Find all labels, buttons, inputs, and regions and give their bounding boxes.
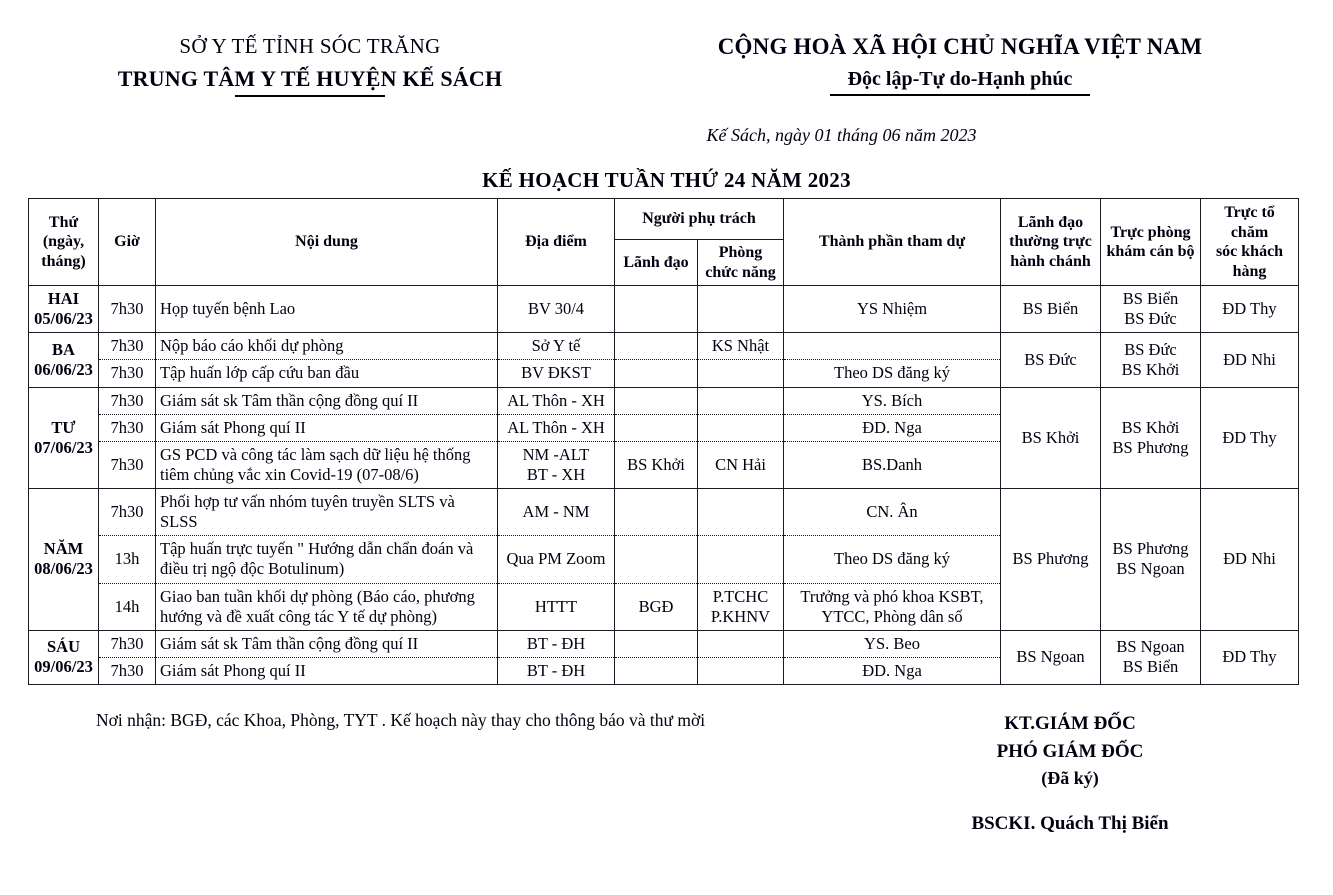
day-date: 09/06/23 <box>34 657 93 677</box>
cell-duty-clinic <box>1101 286 1201 333</box>
cell-participants: ĐD. Nga <box>784 414 1001 441</box>
cell-participants-line2: YTCC, Phòng dân số <box>821 606 963 626</box>
cell-participants: BS.Danh <box>784 441 1001 488</box>
cell-duty-admin: BS Khởi <box>1001 387 1101 489</box>
table-row <box>29 489 1299 536</box>
signed-marker: (Đã ký) <box>1041 768 1099 789</box>
cell-duty-care: ĐD Thy <box>1201 387 1299 489</box>
cell-participants-line1: Trưởng và phó khoa KSBT, <box>800 586 984 606</box>
cell-incharge-dept: CN Hải <box>698 441 784 488</box>
signer-name: BSCKI. Quách Thị Biển <box>971 813 1169 835</box>
cell-incharge-dept-line1: P.TCHC <box>712 586 769 606</box>
cell-content: Giám sát sk Tâm thần cộng đồng quí II <box>156 387 498 414</box>
cell-time: 7h30 <box>99 441 156 488</box>
cell-duty-admin: BS Phương <box>1001 489 1101 631</box>
cell-duty-clinic <box>1101 387 1201 489</box>
cell-participants: YS Nhiệm <box>784 286 1001 333</box>
cell-incharge-dept <box>698 414 784 441</box>
day-date: 06/06/23 <box>34 359 93 379</box>
weekly-plan-table-wrapper <box>28 198 1298 685</box>
cell-incharge-leader: BS Khởi <box>615 441 698 488</box>
duty-clinic-line1: BS Khởi <box>1121 417 1180 437</box>
cell-duty-clinic <box>1101 489 1201 631</box>
cell-incharge-leader: BGĐ <box>615 583 698 630</box>
cell-time: 7h30 <box>99 387 156 414</box>
cell-place: HTTT <box>498 583 615 630</box>
cell-duty-clinic <box>1101 630 1201 684</box>
cell-incharge-leader <box>615 489 698 536</box>
cell-place: Sở Y tế <box>498 333 615 360</box>
table-header-row-1 <box>29 199 1299 240</box>
recipients-note: Nơi nhận: BGĐ, các Khoa, Phòng, TYT . Kế hoạch này thay cho thông báo và thư mời <box>96 710 706 730</box>
cell-day <box>29 630 99 684</box>
cell-content <box>156 536 498 583</box>
cell-content-line2: hướng và đề xuất công tác Y tế dự phòng) <box>160 606 437 626</box>
cell-duty-care: ĐD Thy <box>1201 630 1299 684</box>
country-name: CỘNG HOÀ XÃ HỘI CHỦ NGHĨA VIỆT NAM <box>717 34 1203 59</box>
signer-title-line1: KT.GIÁM ĐỐC <box>1004 713 1136 734</box>
cell-place: BT - ĐH <box>498 657 615 684</box>
duty-clinic-line1: BS Phương <box>1112 539 1189 559</box>
cell-place-line1: NM -ALT <box>522 444 590 464</box>
duty-clinic-line1: BS Biển <box>1122 289 1179 309</box>
signature-block <box>905 710 1235 835</box>
cell-participants: Theo DS đăng ký <box>784 360 1001 387</box>
cell-incharge-dept <box>698 657 784 684</box>
table-row <box>29 387 1299 414</box>
col-header-duty-clinic-line2: khám cán bộ <box>1106 243 1195 261</box>
cell-duty-care: ĐD Nhi <box>1201 489 1299 631</box>
cell-place: BV ĐKST <box>498 360 615 387</box>
cell-duty-clinic <box>1101 333 1201 387</box>
day-date: 07/06/23 <box>34 437 93 457</box>
cell-day <box>29 387 99 489</box>
col-header-duty-clinic-line1: Trực phòng <box>1110 223 1191 241</box>
cell-incharge-dept <box>698 536 784 583</box>
cell-content-line2: tiêm chủng vắc xin Covid-19 (07-08/6) <box>160 464 419 484</box>
cell-place: AL Thôn - XH <box>498 414 615 441</box>
col-header-incharge-dept-line1: Phòng <box>718 244 763 261</box>
cell-content: Giám sát Phong quí II <box>156 414 498 441</box>
weekly-plan-table <box>28 198 1299 685</box>
cell-incharge-dept <box>698 489 784 536</box>
cell-day <box>29 489 99 631</box>
cell-content-line1: GS PCD và công tác làm sạch dữ liệu hệ thống <box>160 444 471 464</box>
cell-content: Tập huấn lớp cấp cứu ban đầu <box>156 360 498 387</box>
cell-incharge-dept: KS Nhật <box>698 333 784 360</box>
cell-incharge-dept <box>698 387 784 414</box>
duty-clinic-line1: BS Ngoan <box>1116 637 1185 657</box>
cell-time: 13h <box>99 536 156 583</box>
cell-time: 7h30 <box>99 414 156 441</box>
cell-place: AL Thôn - XH <box>498 387 615 414</box>
issuing-organization <box>0 34 610 97</box>
day-name: SÁU <box>46 637 80 657</box>
col-header-duty-admin-line2: thường trực <box>1009 233 1092 251</box>
place-and-date: Kế Sách, ngày 01 tháng 06 năm 2023 <box>706 125 977 145</box>
duty-clinic-line1: BS Đức <box>1124 339 1177 359</box>
cell-time: 14h <box>99 583 156 630</box>
col-header-incharge-leader: Lãnh đạo <box>615 240 698 286</box>
col-header-duty-clinic <box>1101 199 1201 286</box>
cell-incharge-leader <box>615 414 698 441</box>
cell-duty-care: ĐD Thy <box>1201 286 1299 333</box>
day-name: HAI <box>47 289 80 309</box>
cell-day <box>29 286 99 333</box>
cell-duty-admin: BS Đức <box>1001 333 1101 387</box>
cell-time: 7h30 <box>99 630 156 657</box>
cell-content-line1: Giao ban tuần khối dự phòng (Báo cáo, phương <box>160 586 475 606</box>
cell-duty-admin: BS Biển <box>1001 286 1101 333</box>
cell-incharge-dept-line2: P.KHNV <box>710 606 771 626</box>
cell-content: Phối hợp tư vấn nhóm tuyên truyền SLTS và SLSS <box>156 489 498 536</box>
duty-clinic-line2: BS Đức <box>1124 309 1177 329</box>
cell-content: Giám sát Phong quí II <box>156 657 498 684</box>
day-name: TƯ <box>51 417 76 437</box>
document-header <box>0 0 1333 97</box>
cell-duty-care: ĐD Nhi <box>1201 333 1299 387</box>
col-header-duty-admin <box>1001 199 1101 286</box>
col-header-place: Địa điểm <box>498 199 615 286</box>
cell-incharge-dept <box>698 583 784 630</box>
cell-participants <box>784 333 1001 360</box>
cell-content: Giám sát sk Tâm thần cộng đồng quí II <box>156 630 498 657</box>
cell-place: AM - NM <box>498 489 615 536</box>
cell-time: 7h30 <box>99 333 156 360</box>
page-title: KẾ HOẠCH TUẦN THỨ 24 NĂM 2023 <box>482 168 851 192</box>
cell-place: Qua PM Zoom <box>498 536 615 583</box>
motto-underline-rule <box>830 94 1090 96</box>
table-row <box>29 333 1299 360</box>
cell-time: 7h30 <box>99 360 156 387</box>
cell-participants: CN. Ân <box>784 489 1001 536</box>
col-header-participants: Thành phần tham dự <box>784 199 1001 286</box>
cell-incharge-dept <box>698 286 784 333</box>
cell-content <box>156 583 498 630</box>
cell-place: BV 30/4 <box>498 286 615 333</box>
day-name: NĂM <box>43 539 84 559</box>
org-underline-rule <box>235 95 385 97</box>
col-header-duty-admin-line3: hành chánh <box>1010 252 1091 270</box>
col-header-day <box>29 199 99 286</box>
national-heading <box>610 34 1310 97</box>
cell-content-line1: Tập huấn trực tuyến " Hướng dẫn chẩn đoán và <box>160 539 474 559</box>
day-date: 08/06/23 <box>34 559 93 579</box>
cell-incharge-dept <box>698 360 784 387</box>
cell-time: 7h30 <box>99 286 156 333</box>
duty-clinic-line2: BS Ngoan <box>1116 559 1185 579</box>
col-header-day-line2: (ngày, <box>42 233 85 251</box>
cell-incharge-dept <box>698 630 784 657</box>
duty-clinic-line2: BS Khởi <box>1121 359 1180 379</box>
col-header-incharge-dept <box>698 240 784 286</box>
col-header-duty-care-line1: Trực tổ chăm <box>1224 203 1275 241</box>
duty-clinic-line2: BS Biển <box>1122 657 1179 677</box>
col-header-duty-care <box>1201 199 1299 286</box>
table-row <box>29 630 1299 657</box>
cell-incharge-leader <box>615 536 698 583</box>
cell-participants <box>784 583 1001 630</box>
cell-participants: YS. Bích <box>784 387 1001 414</box>
cell-place <box>498 441 615 488</box>
cell-participants: YS. Beo <box>784 630 1001 657</box>
duty-clinic-line2: BS Phương <box>1112 437 1189 457</box>
day-name: BA <box>52 339 75 359</box>
col-header-content: Nội dung <box>156 199 498 286</box>
cell-content-line2: điều trị ngộ độc Botulinum) <box>160 559 345 579</box>
col-header-duty-admin-line1: Lãnh đạo <box>1017 213 1084 231</box>
cell-participants: ĐD. Nga <box>784 657 1001 684</box>
cell-content: Nộp báo cáo khối dự phòng <box>156 333 498 360</box>
col-header-incharge-group: Người phụ trách <box>615 199 784 240</box>
col-header-time: Giờ <box>99 199 156 286</box>
col-header-incharge-dept-line2: chức năng <box>705 263 776 281</box>
cell-incharge-leader <box>615 630 698 657</box>
cell-incharge-leader <box>615 360 698 387</box>
cell-incharge-leader <box>615 387 698 414</box>
cell-content <box>156 441 498 488</box>
cell-duty-admin: BS Ngoan <box>1001 630 1101 684</box>
cell-incharge-leader <box>615 333 698 360</box>
table-row <box>29 286 1299 333</box>
cell-time: 7h30 <box>99 489 156 536</box>
cell-day <box>29 333 99 387</box>
col-header-duty-care-line3: hàng <box>1232 262 1267 280</box>
day-date: 05/06/23 <box>34 309 93 329</box>
cell-time: 7h30 <box>99 657 156 684</box>
cell-content: Họp tuyến bệnh Lao <box>156 286 498 333</box>
national-motto: Độc lập-Tự do-Hạnh phúc <box>847 68 1073 90</box>
cell-place-line2: BT - XH <box>526 464 586 484</box>
province-health-department: SỞ Y TẾ TỈNH SÓC TRĂNG <box>179 34 441 58</box>
district-health-center: TRUNG TÂM Y TẾ HUYỆN KẾ SÁCH <box>117 66 503 91</box>
cell-incharge-leader <box>615 286 698 333</box>
cell-incharge-leader <box>615 657 698 684</box>
col-header-day-line3: tháng) <box>41 252 86 270</box>
col-header-duty-care-line2: sóc khách <box>1215 243 1284 261</box>
cell-participants: Theo DS đăng ký <box>784 536 1001 583</box>
signer-title-line2: PHÓ GIÁM ĐỐC <box>996 740 1144 762</box>
col-header-day-line1: Thứ <box>48 213 79 231</box>
cell-place: BT - ĐH <box>498 630 615 657</box>
